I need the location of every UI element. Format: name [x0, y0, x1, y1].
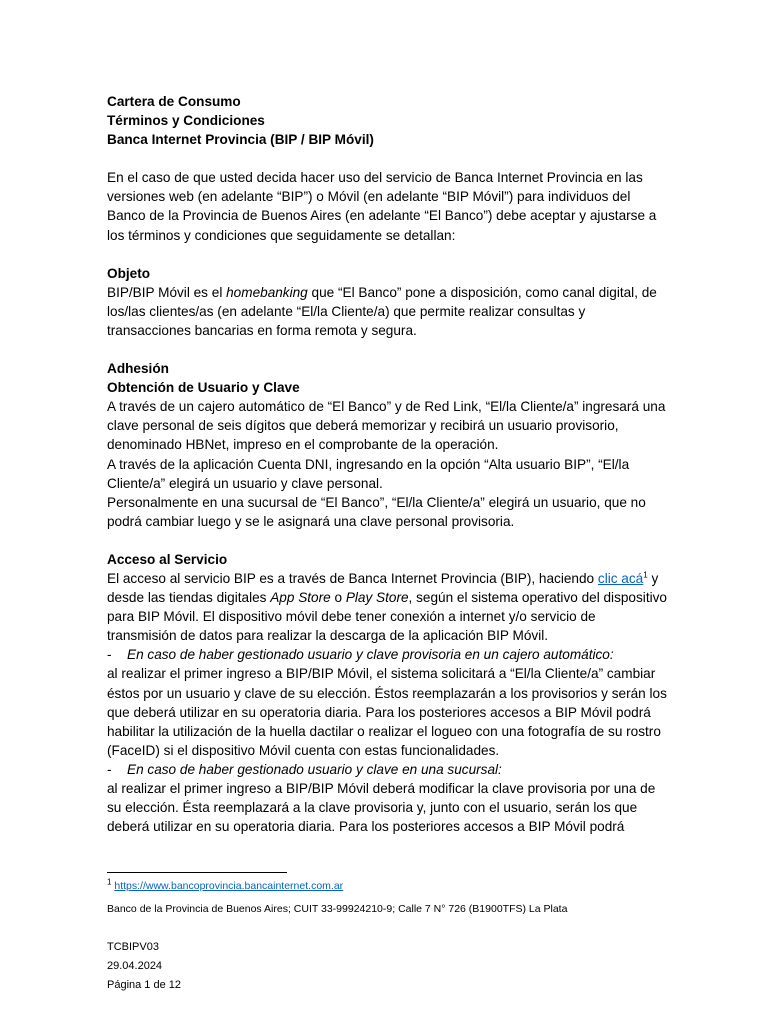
doc-subtitle: Banca Internet Provincia (BIP / BIP Móvil)	[107, 132, 374, 148]
footnote-divider	[107, 872, 287, 873]
bullet-dash: -	[107, 761, 112, 777]
acceso-text-4: , según el sistema operativo del dispositivo para BIP Móvil. El dispositivo móvil debe tener conexión a internet y/o servicio de transmisión de datos para realizar la descarga de la aplicación BIP Móvil.	[107, 590, 667, 644]
doc-category: Cartera de Consumo	[107, 94, 241, 109]
footnote-ref: 1	[643, 570, 648, 580]
acceso-paragraph	[107, 569, 667, 645]
acceso-text-1: El acceso al servicio BIP es a través de Banca Internet Provincia (BIP), haciendo	[107, 570, 598, 586]
adhesion-paragraph-3: Personalmente en una sucursal de “El Banco”, “El/la Cliente/a” elegirá un usuario, que no podrá cambiar luego y se le asignará una clave personal provisoria.	[107, 494, 646, 529]
bullet-cajero	[107, 645, 667, 664]
bank-address: Banco de la Provincia de Buenos Aires; CUIT 33-99924210-9; Calle 7 N° 726 (B1900TFS) La Plata	[107, 903, 568, 915]
footnote	[107, 879, 667, 894]
bullet-cajero-text: En caso de haber gestionado usuario y clave provisoria en un cajero automático:	[127, 647, 614, 663]
document-meta	[107, 939, 667, 993]
adhesion-paragraph-1: A través de un cajero automático de “El Banco” y de Red Link, “El/la Cliente/a” ingresará una clave personal de seis dígitos que deberá memorizar y recibirá un usuario provisorio, denominado HBNet, impreso en el comprobante de la operación.	[107, 399, 666, 453]
section-heading-objeto: Objeto	[107, 265, 151, 281]
subheading-usuario-clave: Obtención de Usuario y Clave	[107, 380, 300, 396]
objeto-text-2: que “El Banco” pone a disposición, como canal digital, de los/las clientes/as (en adelante “El/la Cliente/a) que permite realizar consultas y transacciones bancarias en forma remota y segura.	[107, 284, 657, 338]
acceso-text-3: o	[330, 590, 346, 606]
app-store-text: App Store	[270, 590, 331, 606]
adhesion-paragraph-2: A través de la aplicación Cuenta DNI, ingresando en la opción “Alta usuario BIP”, “El/la Cliente/a” elegirá un usuario y clave personal.	[107, 456, 630, 491]
objeto-paragraph	[107, 283, 667, 340]
intro-paragraph: En el caso de que usted decida hacer uso del servicio de Banca Internet Provincia en las versiones web (en adelante “BIP”) o Móvil (en adelante “BIP Móvil”) para individuos del Banco de la Provincia de Buenos Aires (en adelante “El Banco”) debe aceptar y ajustarse a los términos y condiciones que seguidamente se detallan:	[107, 170, 657, 243]
bullet-sucursal	[107, 760, 667, 779]
footnote-number: 1	[107, 877, 112, 887]
objeto-text-1: BIP/BIP Móvil es el	[107, 284, 227, 300]
section-heading-acceso: Acceso al Servicio	[107, 551, 228, 567]
play-store-text: Play Store	[345, 590, 409, 606]
bullet-sucursal-paragraph: al realizar el primer ingreso a BIP/BIP Móvil deberá modificar la clave provisoria por una de su elección. Ésta reemplazará a la clave provisoria y, junto con el usuario, serán los que deberá utilizar en su operatoria diaria. Para los posteriores accesos a BIP Móvil podrá	[107, 781, 656, 835]
doc-title: Términos y Condiciones	[107, 113, 265, 129]
section-heading-adhesion: Adhesión	[107, 361, 169, 377]
bullet-dash: -	[107, 647, 112, 663]
footnote-url-link[interactable]: https://www.bancoprovincia.bancainternet.com.ar	[114, 880, 344, 892]
page-number: Página 1 de 12	[107, 979, 182, 991]
document-date: 29.04.2024	[107, 960, 163, 972]
acceso-text-2: y desde las tiendas digitales	[107, 570, 659, 606]
page-footer	[107, 872, 667, 993]
bullet-sucursal-text: En caso de haber gestionado usuario y clave en una sucursal:	[127, 761, 502, 777]
bullet-cajero-paragraph: al realizar el primer ingreso a BIP/BIP Móvil, el sistema solicitará a “El/la Cliente/a” cambiar éstos por un usuario y clave de su elección. Éstos reemplazarán a los provisorios y serán los que deberá utilizar en su operatoria diaria. Para los posteriores accesos a BIP Móvil podrá habilitar la utilización de la huella dactilar o realizar el logueo con una fotografía de su rostro (FaceID) si el dispositivo Móvil cuenta con estas funcionalidades.	[107, 666, 667, 758]
document-code: TCBIPV03	[107, 941, 159, 953]
clic-aca-link[interactable]: clic acá	[597, 570, 644, 586]
objeto-italic: homebanking	[226, 284, 308, 300]
document-body	[107, 92, 667, 836]
